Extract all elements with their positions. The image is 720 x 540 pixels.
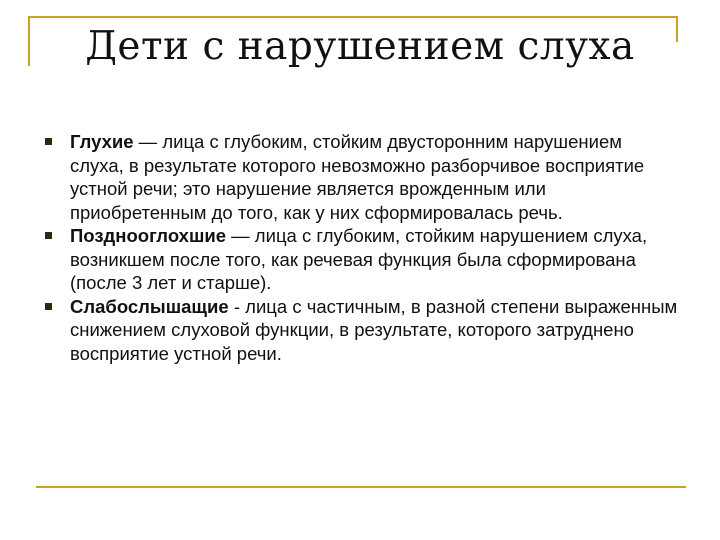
- definition-hard-of-hearing: - лица с частичным, в разной степени выраженным снижением слуховой функции, в результате, которого затруднено восприятие устной речи.: [70, 295, 678, 364]
- definition-deaf: — лица с глубоким, стойким двусторонним нарушением слуха, в результате которого невозможно разборчивое восприятие устной речи; это нарушение является врожденным или приобретенным до того, как у них сформировалась речь.: [70, 131, 645, 223]
- bullet-list: [40, 130, 680, 365]
- term-late-deafened: Позднооглохшие: [70, 225, 227, 246]
- square-bullet-icon: [45, 303, 52, 310]
- term-deaf: Глухие: [70, 131, 134, 152]
- term-hard-of-hearing: Слабослышащие: [70, 295, 229, 317]
- frame-bottom-line: [36, 486, 686, 488]
- bullet-item-hard-of-hearing: [40, 295, 680, 366]
- frame-top-line: [28, 16, 678, 18]
- slide-title: Дети с нарушением слуха: [85, 24, 635, 69]
- square-bullet-icon: [45, 232, 52, 239]
- definition-late-deafened: — лица с глубоким, стойким нарушением слуха, возникшем после того, как речевая функция была сформирована (после 3 лет и старше).: [70, 225, 648, 293]
- bullet-item-deaf: [40, 130, 680, 224]
- bullet-item-late-deafened: [40, 224, 680, 295]
- square-bullet-icon: [45, 138, 52, 145]
